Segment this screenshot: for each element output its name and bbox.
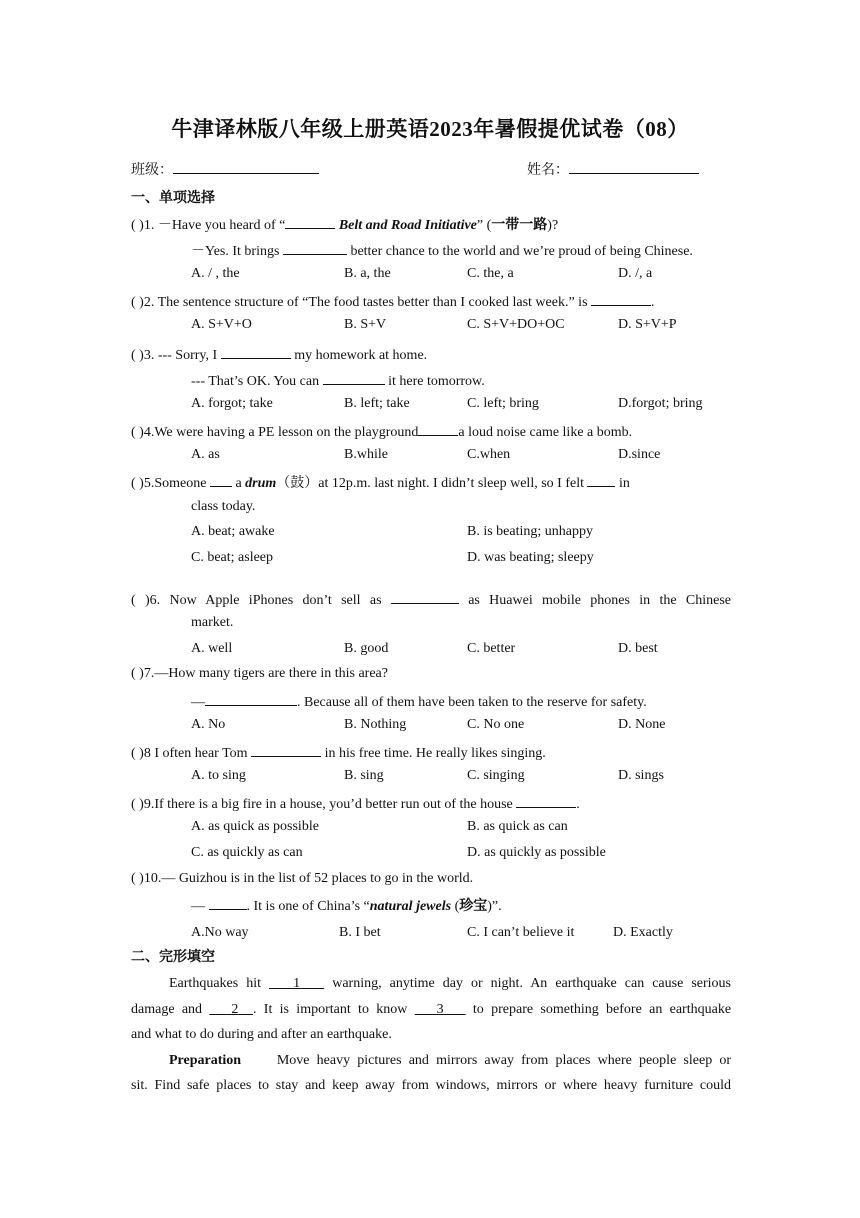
question-7-line2: — . Because all of them have been taken to the reserve for safety.	[191, 691, 647, 712]
passage-line-3: and what to do during and after an earthquake.	[131, 1027, 392, 1042]
passage-line-5: sit. Find safe places to stay and keep away from windows, mirrors or where heavy furniture could	[131, 1078, 731, 1093]
option-c: C. as quickly as can	[191, 845, 303, 860]
name-blank[interactable]	[569, 159, 699, 174]
question-5: ( )5.Someone a drum（鼓）at 12p.m. last night. I didn’t sleep well, so I felt in	[131, 472, 630, 493]
option-c: C. No one	[467, 717, 525, 732]
option-d: D. was beating; sleepy	[467, 550, 594, 565]
question-8: ( )8 I often hear Tom in his free time. He really likes singing.	[131, 742, 546, 763]
name-label: 姓名：	[527, 163, 569, 178]
option-d: D.forgot; bring	[618, 396, 703, 411]
option-b: B. sing	[344, 768, 384, 783]
option-b: B. left; take	[344, 396, 410, 411]
option-b: B.while	[344, 447, 388, 462]
option-b: B. as quick as can	[467, 819, 568, 834]
option-b: B. a, the	[344, 266, 391, 281]
class-field	[131, 159, 319, 180]
question-7: ( )7.—How many tigers are there in this area?	[131, 666, 388, 681]
option-a: A. / , the	[191, 266, 240, 281]
option-b: B. S+V	[344, 317, 387, 332]
name-field	[527, 159, 699, 180]
blank-2: 2	[231, 1002, 239, 1017]
question-4: ( )4.We were having a PE lesson on the playground a loud noise came like a bomb.	[131, 421, 632, 442]
question-1: ( )1. －Have you heard of “ Belt and Road Initiative” (一带一路)?	[131, 214, 558, 235]
question-2: ( )2. The sentence structure of “The food tastes better than I cooked last week.” is .	[131, 291, 655, 312]
option-d: D. as quickly as possible	[467, 845, 606, 860]
option-d: D. best	[618, 641, 658, 656]
question-6: ( )6. Now Apple iPhones don’t sell as as Huawei mobile phones in the Chinese	[131, 589, 731, 610]
class-blank[interactable]	[173, 159, 319, 174]
question-1-line2: －Yes. It brings better chance to the world and we’re proud of being Chinese.	[191, 240, 693, 261]
option-a: A. to sing	[191, 768, 246, 783]
option-a: A.No way	[191, 925, 249, 940]
option-c: C. the, a	[467, 266, 514, 281]
option-a: A. S+V+O	[191, 317, 252, 332]
preparation-label: Preparation	[169, 1053, 242, 1068]
option-c: C. better	[467, 641, 516, 656]
section-heading-1: 一、单项选择	[131, 191, 215, 206]
option-b: B. is beating; unhappy	[467, 524, 593, 539]
option-d: D. /, a	[618, 266, 653, 281]
option-c: C. I can’t believe it	[467, 925, 575, 940]
question-9: ( )9.If there is a big fire in a house, you’d better run out of the house .	[131, 793, 580, 814]
option-c: C. singing	[467, 768, 525, 783]
option-b: B. Nothing	[344, 717, 407, 732]
bold-italic-phrase: Belt and Road Initiative	[338, 218, 477, 233]
option-d: D.since	[618, 447, 661, 462]
option-a: A. as quick as possible	[191, 819, 319, 834]
blank-3: 3	[436, 1002, 444, 1017]
option-d: D. None	[618, 717, 666, 732]
option-d: D. Exactly	[613, 925, 673, 940]
option-d: D. S+V+P	[618, 317, 677, 332]
option-c: C.when	[467, 447, 511, 462]
option-b: B. I bet	[339, 925, 381, 940]
drum-word: drum	[245, 476, 277, 491]
class-label: 班级：	[131, 163, 173, 178]
option-c: C. S+V+DO+OC	[467, 317, 565, 332]
option-a: A. beat; awake	[191, 524, 275, 539]
option-d: D. sings	[618, 768, 664, 783]
question-6-line2: market.	[191, 615, 234, 630]
question-3: ( )3. --- Sorry, I my homework at home.	[131, 344, 427, 365]
passage-line-4: Preparation Move heavy pictures and mirrors away from places where people sleep or	[169, 1053, 732, 1068]
passage-line-1: Earthquakes hit 1 warning, anytime day or night. An earthquake can cause serious	[169, 976, 731, 991]
blank-1: 1	[293, 976, 301, 991]
option-a: A. No	[191, 717, 226, 732]
section-heading-2: 二、完形填空	[131, 950, 215, 965]
question-10-line2: — . It is one of China’s “natural jewels (珍宝)”.	[191, 895, 502, 916]
option-a: A. as	[191, 447, 220, 462]
page-title: 牛津译林版八年级上册英语2023年暑假提优试卷（08）	[171, 117, 689, 141]
option-b: B. good	[344, 641, 389, 656]
option-c: C. left; bring	[467, 396, 539, 411]
question-5-line2: class today.	[191, 499, 256, 514]
option-a: A. well	[191, 641, 233, 656]
option-a: A. forgot; take	[191, 396, 273, 411]
question-10: ( )10.— Guizhou is in the list of 52 places to go in the world.	[131, 871, 474, 886]
bold-italic-phrase: natural jewels	[369, 899, 452, 914]
passage-line-2: damage and 2 . It is important to know 3 to prepare something before an earthquake	[131, 1002, 732, 1017]
option-c: C. beat; asleep	[191, 550, 274, 565]
question-3-line2: --- That’s OK. You can it here tomorrow.	[191, 370, 485, 391]
